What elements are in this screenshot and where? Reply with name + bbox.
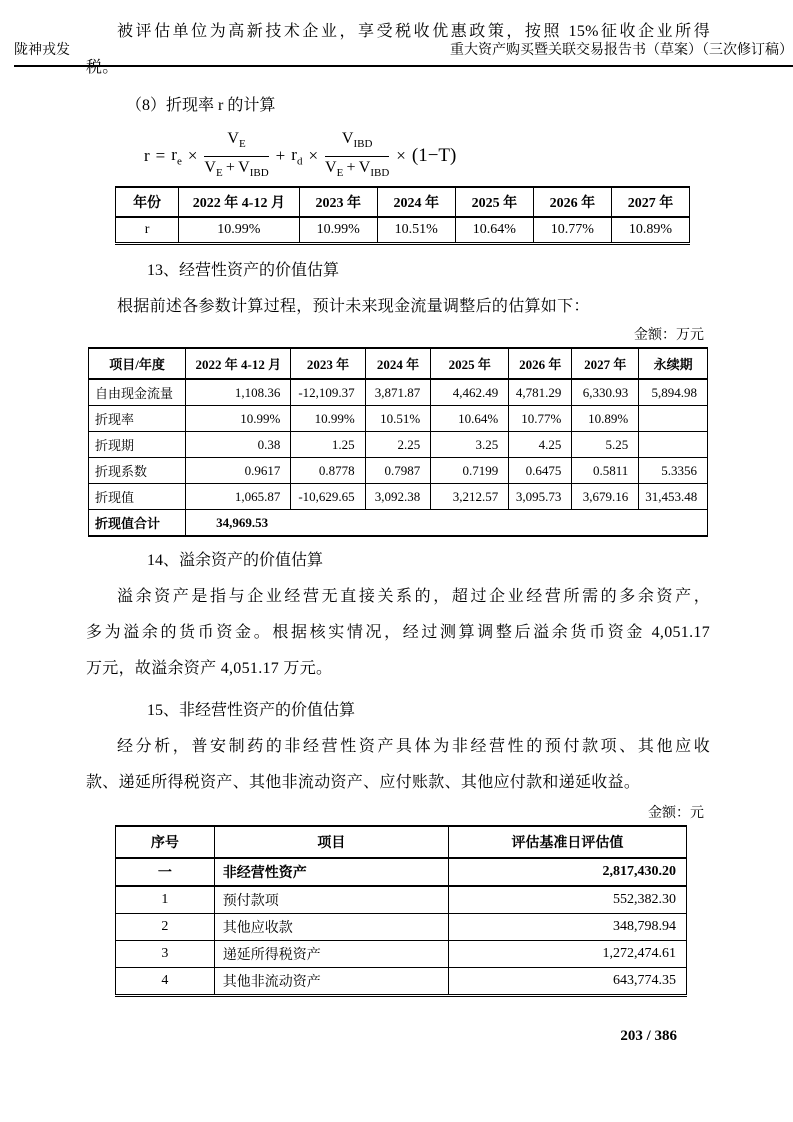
cf-cell: 10.64% [431,406,509,432]
r-value-cell: 10.99% [299,217,377,244]
cost-of-equity-term: $r_e$ [171,144,182,168]
table-row [116,914,687,941]
cf-cell: 3,679.16 [572,484,639,510]
cf-row-label: 折现率 [89,406,186,432]
cf-cell: 3,095.73 [509,484,572,510]
multiply-sign: × [396,146,406,165]
cf-cell: 0.7199 [431,458,509,484]
cf-row-label: 自由现金流量 [89,379,186,406]
paragraph-cashflow-intro: 根据前述各参数计算过程，预计未来现金流量调整后的估算如下： [117,298,590,315]
r-header-cell: 2025 年 [455,187,533,217]
page-number: 203 / 386 [620,1028,677,1044]
cf-cell: 10.51% [365,406,431,432]
cf-header-cell: 2024 年 [365,348,431,379]
cf-cell: 5,894.98 [639,379,708,406]
debt-weight-fraction: $\frac{V_{IBD}}{V_E + V_{IBD}}$ [325,130,390,179]
header-doc-title: 重大资产购买暨关联交易报告书（草案）（三次修订稿） [450,43,793,58]
asset-row-item: 递延所得税资产 [214,941,448,968]
header-company: 陇神戎发 [14,43,70,58]
table-row [89,379,708,406]
paragraph-nonop-line1: 经分析，普安制药的非经营性资产具体为非经营性的预付款项、其他应收 [117,738,710,755]
cf-cell: 0.8778 [291,458,365,484]
multiply-sign: × [308,146,319,165]
tax-shield-term: (1−T) [411,145,457,166]
cf-cell: 2.25 [365,432,431,458]
r-header-cell: 2024 年 [377,187,455,217]
r-value-cell: 10.51% [377,217,455,244]
cf-header-cell: 2022 年 4-12 月 [186,348,291,379]
asset-row-item: 其他非流动资产 [214,968,448,996]
heading-surplus-assets: 14、溢余资产的价值估算 [147,552,324,569]
table-row [116,968,687,996]
asset-row-number: 1 [116,886,215,914]
cf-cell: 0.5811 [572,458,639,484]
cf-cell: 6,330.93 [572,379,639,406]
r-header-cell: 2026 年 [533,187,611,217]
table-row [116,941,687,968]
table-row [89,458,708,484]
asset-header-cell: 项目 [214,826,448,858]
table-total-row [89,510,708,537]
table-row [116,886,687,914]
asset-row-number: 3 [116,941,215,968]
table-row [89,432,708,458]
asset-header-cell: 评估基准日评估值 [448,826,686,858]
cf-cell: 5.3356 [639,458,708,484]
discount-rate-formula [141,132,710,180]
equals-sign: = [155,146,166,165]
asset-row-value: 643,774.35 [448,968,686,996]
r-header-cell: 年份 [116,187,179,217]
non-operating-assets-table [115,825,687,997]
asset-row-number: 一 [116,858,215,886]
cost-of-debt-term: $r_d$ [291,144,303,168]
r-header-cell: 2027 年 [611,187,689,217]
asset-row-item: 其他应收款 [214,914,448,941]
asset-row-value: 348,798.94 [448,914,686,941]
cf-cell: 4.25 [509,432,572,458]
cf-cell: 31,453.48 [639,484,708,510]
plus-sign: + [275,146,286,165]
discount-rate-table [115,186,690,245]
cf-total-value: 34,969.53 [186,510,708,537]
cf-cell: 10.77% [509,406,572,432]
table-header-row [116,187,690,217]
cf-cell: 0.7987 [365,458,431,484]
r-value-cell: 10.77% [533,217,611,244]
cf-total-label: 折现值合计 [89,510,186,537]
heading-operating-assets: 13、经营性资产的价值估算 [147,262,340,279]
r-row-label: r [116,217,179,244]
cf-cell: 10.99% [291,406,365,432]
heading-non-operating-assets: 15、非经营性资产的价值估算 [147,702,356,719]
paragraph-surplus-line2: 多为溢余的货币资金。根据核实情况，经过测算调整后溢余货币资金 4,051.17 [86,624,710,641]
cf-header-cell: 永续期 [639,348,708,379]
asset-row-number: 2 [116,914,215,941]
multiply-sign: × [187,146,198,165]
cf-header-cell: 2023 年 [291,348,365,379]
r-value-cell: 10.99% [179,217,300,244]
cf-cell [639,406,708,432]
cf-cell: 3,212.57 [431,484,509,510]
paragraph-nonop-line2: 款、递延所得税资产、其他非流动资产、应付账款、其他应付款和递延收益。 [86,774,641,791]
table-row [116,858,687,886]
cf-header-cell: 2027 年 [572,348,639,379]
asset-header-cell: 序号 [116,826,215,858]
cf-cell: 4,781.29 [509,379,572,406]
asset-row-number: 4 [116,968,215,996]
paragraph-tax-line2: 税。 [86,59,119,76]
equity-weight-fraction: $\frac{V_E}{V_E + V_{IBD}}$ [204,130,269,179]
asset-row-item: 预付款项 [214,886,448,914]
cf-cell: 0.9617 [186,458,291,484]
cf-cell: 3.25 [431,432,509,458]
cf-header-cell: 2025 年 [431,348,509,379]
cf-row-label: 折现期 [89,432,186,458]
cf-cell: 10.89% [572,406,639,432]
table-header-row [89,348,708,379]
cf-cell: 3,092.38 [365,484,431,510]
asset-row-value: 552,382.30 [448,886,686,914]
cf-cell: 1,065.87 [186,484,291,510]
cf-cell: 0.6475 [509,458,572,484]
cf-cell: -12,109.37 [291,379,365,406]
cf-cell: 1.25 [291,432,365,458]
r-header-cell: 2022 年 4-12 月 [179,187,300,217]
cf-cell: 1,108.36 [186,379,291,406]
asset-row-value: 2,817,430.20 [448,858,686,886]
heading-discount-rate-calc: （8）折现率 r 的计算 [126,97,276,114]
cf-cell: -10,629.65 [291,484,365,510]
r-header-cell: 2023 年 [299,187,377,217]
table-row [116,217,690,244]
table-row [89,484,708,510]
unit-label-wanyuan: 金额：万元 [634,328,704,343]
cf-cell: 4,462.49 [431,379,509,406]
unit-label-yuan: 金额：元 [648,806,704,821]
paragraph-surplus-line1: 溢余资产是指与企业经营无直接关系的，超过企业经营所需的多余资产， [117,588,710,605]
formula-lhs: r [144,146,150,165]
page-content [86,0,710,997]
cf-cell: 10.99% [186,406,291,432]
cf-row-label: 折现系数 [89,458,186,484]
asset-row-item: 非经营性资产 [214,858,448,886]
paragraph-tax-line1: 被评估单位为高新技术企业，享受税收优惠政策，按照 15%征收企业所得 [117,23,710,40]
cf-header-cell: 项目/年度 [89,348,186,379]
cf-header-cell: 2026 年 [509,348,572,379]
cf-cell: 0.38 [186,432,291,458]
table-row [89,406,708,432]
r-value-cell: 10.89% [611,217,689,244]
cf-row-label: 折现值 [89,484,186,510]
paragraph-surplus-line3: 万元，故溢余资产 4,051.17 万元。 [86,660,333,677]
cashflow-estimate-table [88,347,708,537]
cf-cell: 3,871.87 [365,379,431,406]
cf-cell [639,432,708,458]
r-value-cell: 10.64% [455,217,533,244]
cf-cell: 5.25 [572,432,639,458]
asset-row-value: 1,272,474.61 [448,941,686,968]
table-header-row [116,826,687,858]
